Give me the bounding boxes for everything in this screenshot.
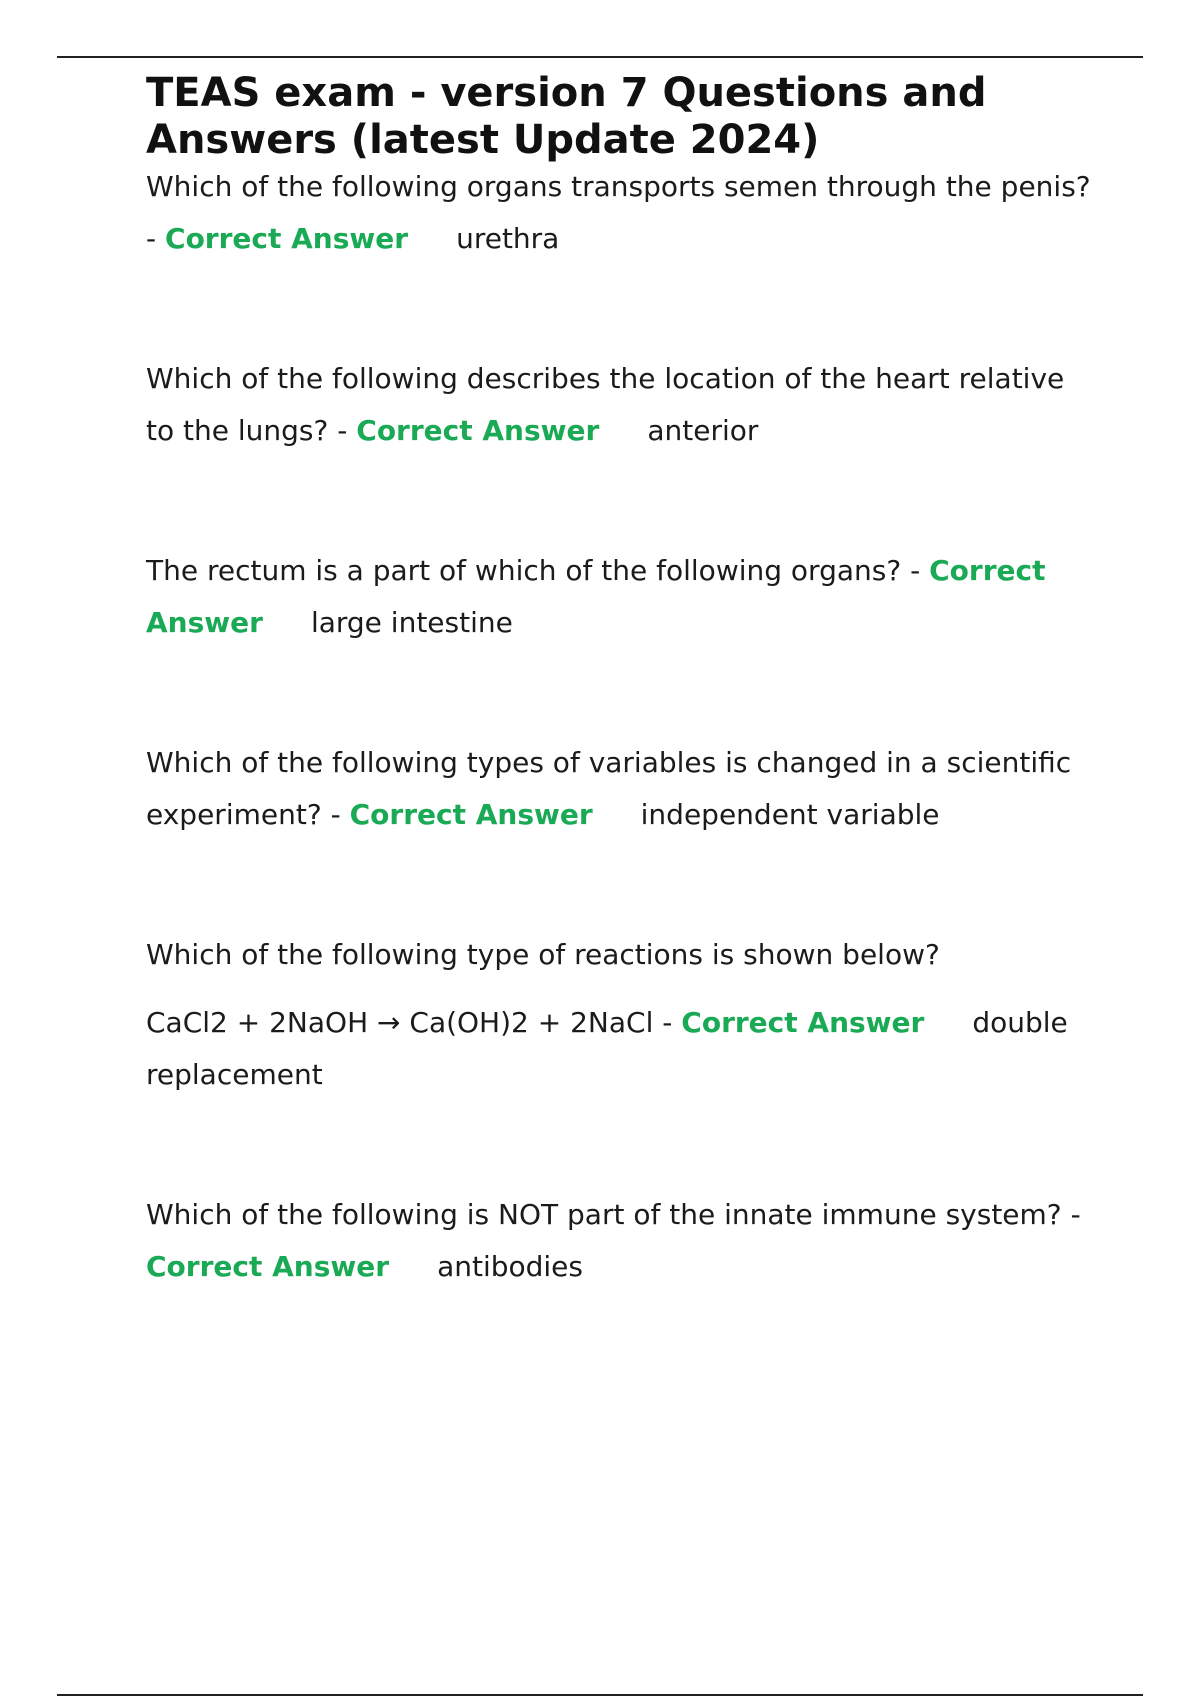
question-text: Which of the following is NOT part of the innate immune system? [146, 1198, 1062, 1231]
correct-answer-label: Correct Answer [165, 222, 409, 255]
separator: - [1061, 1198, 1081, 1231]
question-text: Which of the following type of reactions is shown below? [146, 938, 940, 971]
qa-item [146, 353, 1096, 457]
separator: - [653, 1006, 682, 1039]
bottom-rule [57, 1694, 1143, 1696]
document-title: TEAS exam - version 7 Questions and Answers (latest Update 2024) [146, 70, 987, 163]
correct-answer-label: Correct Answer [349, 798, 593, 831]
qa-item [146, 161, 1096, 265]
qa-item [146, 545, 1096, 649]
correct-answer-label: Correct Answer [146, 1250, 390, 1283]
question-text: The rectum is a part of which of the following organs? [146, 554, 902, 587]
document-body [146, 70, 1096, 1293]
top-rule [57, 56, 1143, 58]
separator: - [328, 414, 357, 447]
qa-item [146, 737, 1096, 841]
separator: - [901, 554, 930, 587]
answer-text: independent variable [640, 798, 940, 831]
qa-item [146, 1189, 1096, 1293]
separator: - [146, 222, 166, 255]
answer-text: antibodies [437, 1250, 583, 1283]
correct-answer-label: Correct Answer [146, 554, 1046, 639]
question-text: Which of the following organs transports semen through the penis? [146, 170, 1091, 203]
separator: - [321, 798, 350, 831]
correct-answer-label: Correct Answer [356, 414, 600, 447]
answer-text: anterior [647, 414, 759, 447]
correct-answer-label: Correct Answer [681, 1006, 925, 1039]
qa-item [146, 929, 1096, 1101]
answer-text: double replacement [146, 1006, 1068, 1091]
answer-text: large intestine [310, 606, 513, 639]
question-text: Which of the following describes the location of the heart relative to the lungs? [146, 362, 1065, 447]
question-text: Which of the following types of variables is changed in a scientific experiment? [146, 746, 1072, 831]
formula-text: CaCl2 + 2NaOH → Ca(OH)2 + 2NaCl [146, 1006, 654, 1039]
answer-text: urethra [456, 222, 560, 255]
